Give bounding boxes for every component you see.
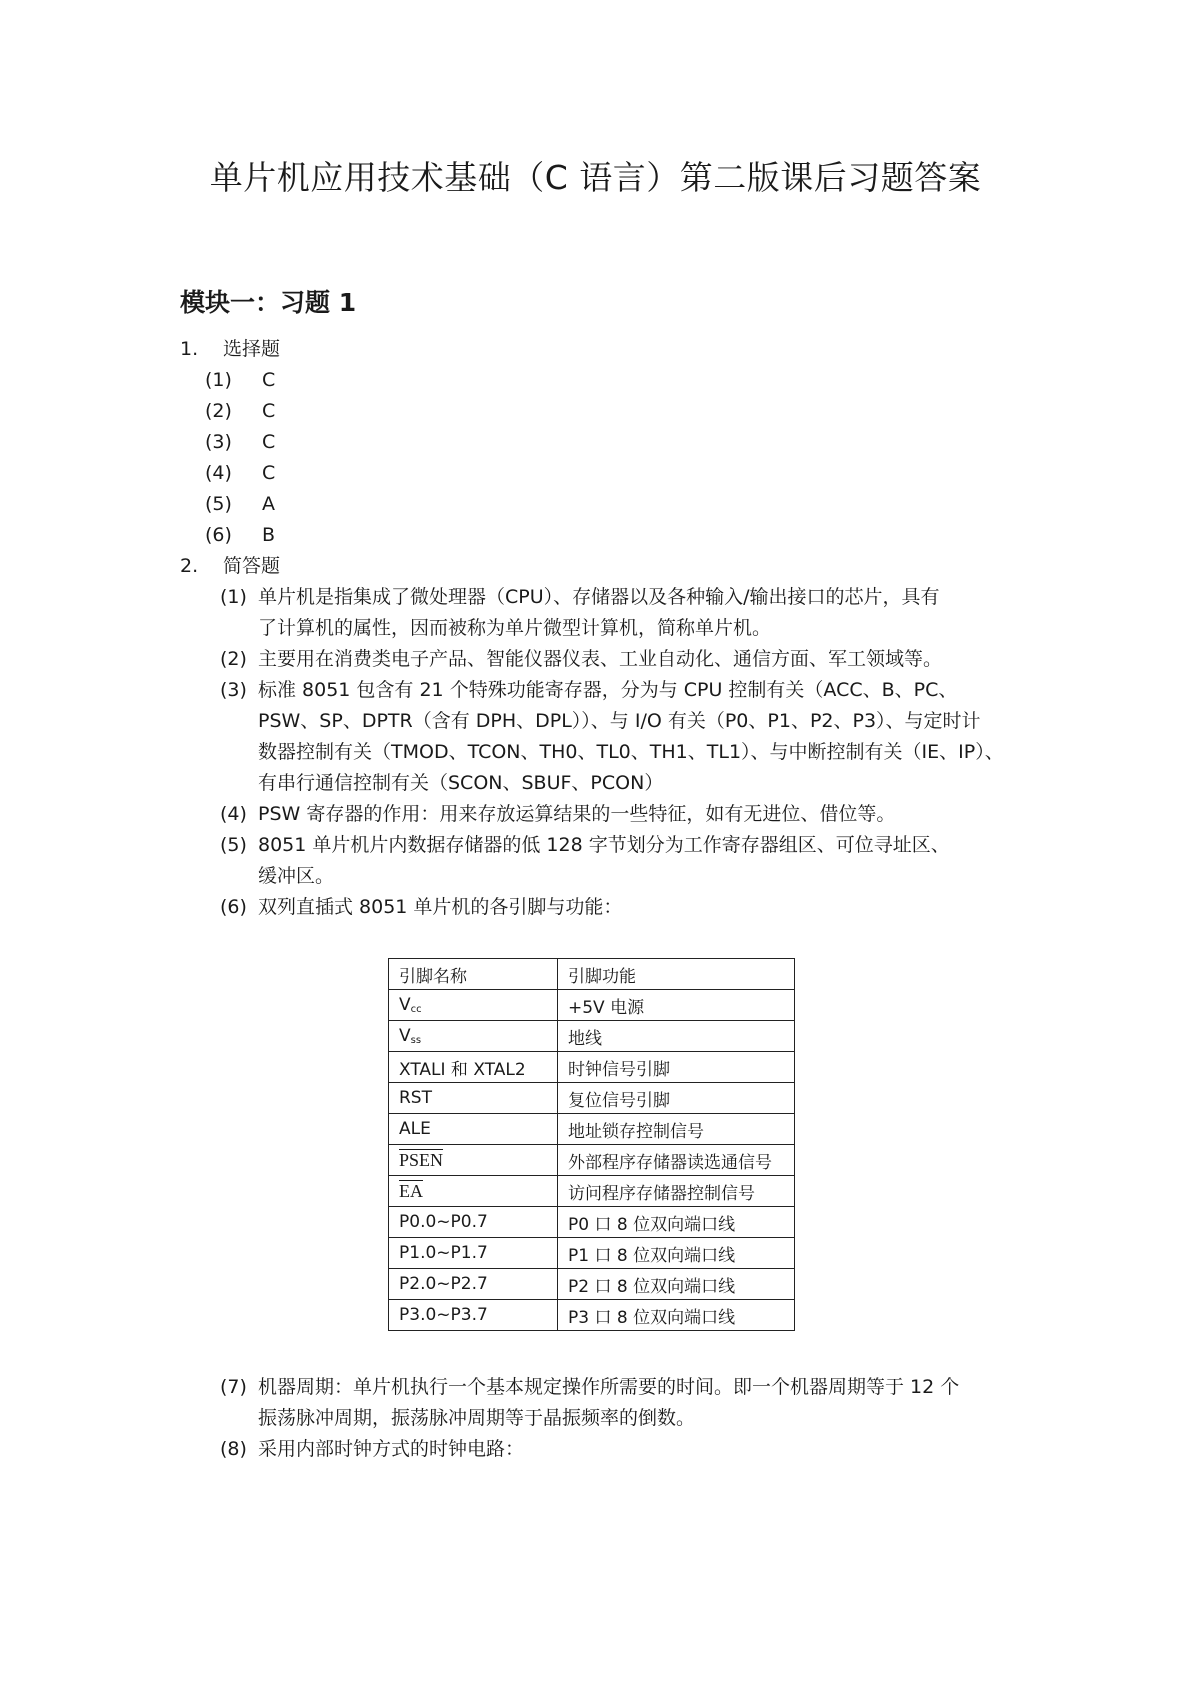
table-cell-pin: ALE: [389, 1114, 558, 1145]
table-row: [389, 990, 795, 1021]
answer-paragraph: [258, 830, 1018, 892]
table-cell-pin: P0.0~P0.7: [389, 1207, 558, 1238]
item-number: (5): [205, 493, 232, 515]
answer-paragraph: [258, 1434, 1018, 1465]
table-cell-pin: P2.0~P2.7: [389, 1269, 558, 1300]
item-number: (6): [205, 524, 232, 546]
table-cell-pin: $V_{cc}$: [389, 990, 558, 1021]
table-row: [389, 1176, 795, 1207]
table-row: [389, 1207, 795, 1238]
item-number: (2): [220, 648, 247, 670]
text-line: 机器周期：单片机执行一个基本规定操作所需要的时间。即一个机器周期等于 12 个: [258, 1376, 960, 1398]
item-answer: C: [262, 431, 276, 453]
text-line: 标准 8051 包含有 21 个特殊功能寄存器，分为与 CPU 控制有关（ACC、B、PC、: [258, 679, 958, 701]
list-item: [205, 492, 275, 516]
table-cell-function: 地址锁存控制信号: [558, 1114, 795, 1145]
item-number: (4): [205, 462, 232, 484]
item-number: (3): [205, 431, 232, 453]
item-number: (3): [220, 679, 247, 701]
text-line: 数器控制有关（TMOD、TCON、TH0、TL0、TH1、TL1）、与中断控制有关（IE、IP）、: [258, 741, 1004, 763]
table-header-cell: 引脚名称: [389, 959, 558, 990]
list-item: [205, 399, 276, 423]
question-2-header: [180, 554, 281, 578]
question-label: 选择题: [223, 338, 281, 360]
list-item: [205, 461, 276, 485]
item-number: (2): [205, 400, 232, 422]
table-header-cell: 引脚功能: [558, 959, 795, 990]
text-line: PSW 寄存器的作用：用来存放运算结果的一些特征，如有无进位、借位等。: [258, 803, 896, 825]
item-answer: C: [262, 369, 276, 391]
table-row: [389, 1145, 795, 1176]
table-row: [389, 1238, 795, 1269]
table-cell-pin: RST: [389, 1083, 558, 1114]
item-number: (8): [220, 1438, 247, 1460]
text-line: 有串行通信控制有关（SCON、SBUF、PCON）: [258, 772, 664, 794]
text-line: 双列直插式 8051 单片机的各引脚与功能：: [258, 896, 623, 918]
table-cell-pin: $\overline{EA}$: [389, 1176, 558, 1207]
answer-paragraph: [258, 582, 1018, 644]
text-line: 8051 单片机片内数据存储器的低 128 字节划分为工作寄存器组区、可位寻址区、: [258, 834, 950, 856]
list-item: [205, 430, 276, 454]
item-answer: C: [262, 400, 276, 422]
table-cell-pin: P3.0~P3.7: [389, 1300, 558, 1331]
question-label: 简答题: [223, 555, 281, 577]
table-cell-function: 访问程序存储器控制信号: [558, 1176, 795, 1207]
table-cell-pin: P1.0~P1.7: [389, 1238, 558, 1269]
text-line: 了计算机的属性，因而被称为单片微型计算机，简称单片机。: [258, 617, 772, 639]
table-cell-function: 复位信号引脚: [558, 1083, 795, 1114]
question-number: 1.: [180, 338, 199, 360]
text-line: 振荡脉冲周期，振荡脉冲周期等于晶振频率的倒数。: [258, 1407, 696, 1429]
item-number: (4): [220, 803, 247, 825]
table-cell-function: 时钟信号引脚: [558, 1052, 795, 1083]
item-answer: B: [262, 524, 276, 546]
table-cell-function: +5V 电源: [558, 990, 795, 1021]
answer-paragraph: [258, 892, 1018, 923]
item-number: (5): [220, 834, 247, 856]
pin-function-table: [388, 958, 795, 1331]
text-line: 主要用在消费类电子产品、智能仪器仪表、工业自动化、通信方面、军工领域等。: [258, 648, 943, 670]
table-row: [389, 1083, 795, 1114]
item-answer: A: [262, 493, 275, 515]
table-row: [389, 1300, 795, 1331]
table-cell-function: P3 口 8 位双向端口线: [558, 1300, 795, 1331]
question-number: 2.: [180, 555, 199, 577]
table-cell-function: 地线: [558, 1021, 795, 1052]
table-row: [389, 1052, 795, 1083]
list-item: [205, 368, 276, 392]
text-line: 采用内部时钟方式的时钟电路：: [258, 1438, 525, 1460]
table-cell-pin: XTALI 和 XTAL2: [389, 1052, 558, 1083]
answer-paragraph: [258, 675, 1018, 799]
table-header-row: [389, 959, 795, 990]
table-row: [389, 1269, 795, 1300]
text-line: 缓冲区。: [258, 865, 335, 887]
item-number: (1): [205, 369, 232, 391]
answer-paragraph: [258, 1372, 1018, 1434]
table-cell-function: P1 口 8 位双向端口线: [558, 1238, 795, 1269]
table-row: [389, 1114, 795, 1145]
table-cell-pin: $V_{ss}$: [389, 1021, 558, 1052]
text-line: PSW、SP、DPTR（含有 DPH、DPL））、与 I/O 有关（P0、P1、P2、P3）、与定时计: [258, 710, 981, 732]
table-cell-function: P0 口 8 位双向端口线: [558, 1207, 795, 1238]
table-cell-pin: PSEN: [389, 1145, 558, 1176]
table-cell-function: 外部程序存储器读选通信号: [558, 1145, 795, 1176]
table-cell-function: P2 口 8 位双向端口线: [558, 1269, 795, 1300]
section-heading: 模块一：习题 1: [180, 288, 357, 317]
answer-paragraph: [258, 644, 1018, 675]
item-number: (6): [220, 896, 247, 918]
list-item: [205, 523, 276, 547]
question-1-header: [180, 337, 281, 361]
answer-paragraph: [258, 799, 1018, 830]
document-title: 单片机应用技术基础（C 语言）第二版课后习题答案: [209, 158, 982, 197]
text-line: 单片机是指集成了微处理器（CPU）、存储器以及各种输入/输出接口的芯片，具有: [258, 586, 940, 608]
item-answer: C: [262, 462, 276, 484]
item-number: (1): [220, 586, 247, 608]
item-number: (7): [220, 1376, 247, 1398]
table-row: [389, 1021, 795, 1052]
